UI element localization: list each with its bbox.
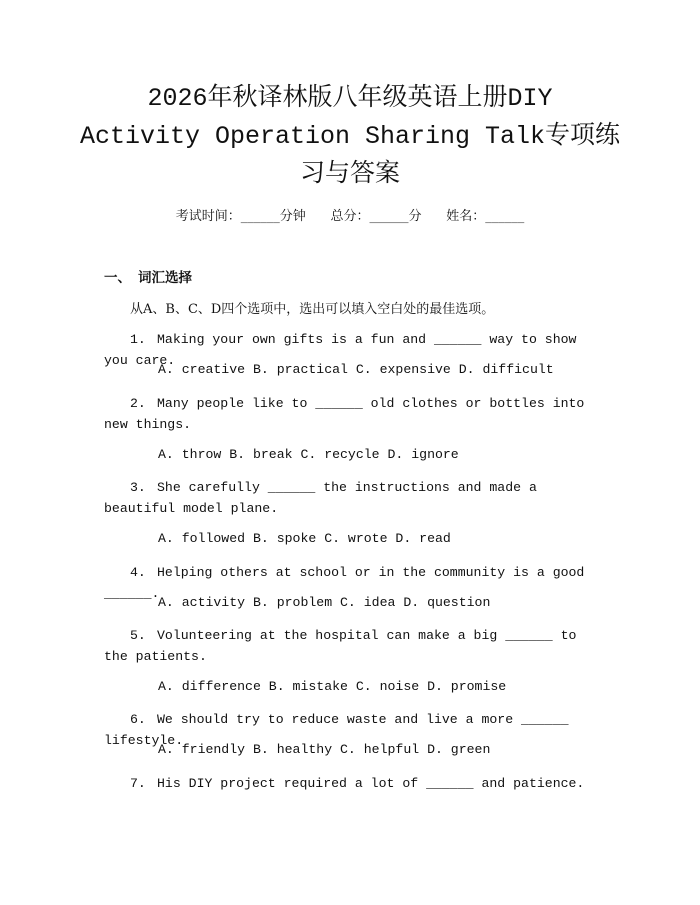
question-text: Volunteering at the hospital can make a big ______ to the patients.: [104, 628, 577, 664]
options-6: A. friendly B. healthy C. helpful D. green: [158, 742, 491, 757]
title-line-2: Activity Operation Sharing Talk专项练: [79, 122, 621, 151]
title-line-1: 2026年秋译林版八年级英语上册DIY: [147, 84, 553, 113]
options-5: A. difference B. mistake C. noise D. promise: [158, 679, 507, 694]
question-number: 2.: [130, 396, 146, 411]
question-7: [104, 774, 604, 795]
question-text: Many people like to ______ old clothes or bottles into new things.: [104, 396, 585, 432]
question-number: 3.: [130, 480, 146, 495]
question-number: 7.: [130, 776, 146, 791]
exam-info: 考试时间：______分钟 总分：______分 姓名：______: [175, 209, 525, 224]
question-number: 6.: [130, 712, 146, 727]
question-2: [104, 394, 604, 435]
question-text: Making your own gifts is a fun and ______ way to show you care.: [104, 332, 577, 368]
question-3: [104, 478, 604, 519]
question-number: 5.: [130, 628, 146, 643]
question-number: 4.: [130, 565, 146, 580]
title-line-3: 习与答案: [299, 160, 400, 189]
options-4: A. activity B. problem C. idea D. question: [158, 595, 491, 610]
question-text: We should try to reduce waste and live a more ______ lifestyle.: [104, 712, 569, 748]
section-title: 词汇选择: [138, 270, 192, 286]
question-text: She carefully ______ the instructions and made a beautiful model plane.: [104, 480, 537, 516]
question-text: His DIY project required a lot of ______ and patience.: [157, 776, 585, 791]
section-heading: [104, 266, 192, 286]
question-text: Helping others at school or in the community is a good ______.: [104, 565, 585, 601]
question-5: [104, 626, 604, 667]
options-1: A. creative B. practical C. expensive D. difficult: [158, 362, 554, 377]
options-2: A. throw B. break C. recycle D. ignore: [158, 447, 459, 462]
question-number: 1.: [130, 332, 146, 347]
section-number: 一、: [104, 270, 131, 286]
page-title: [0, 80, 700, 194]
options-3: A. followed B. spoke C. wrote D. read: [158, 531, 451, 546]
section-instruction: 从A、B、C、D四个选项中，选出可以填入空白处的最佳选项。: [130, 302, 495, 317]
